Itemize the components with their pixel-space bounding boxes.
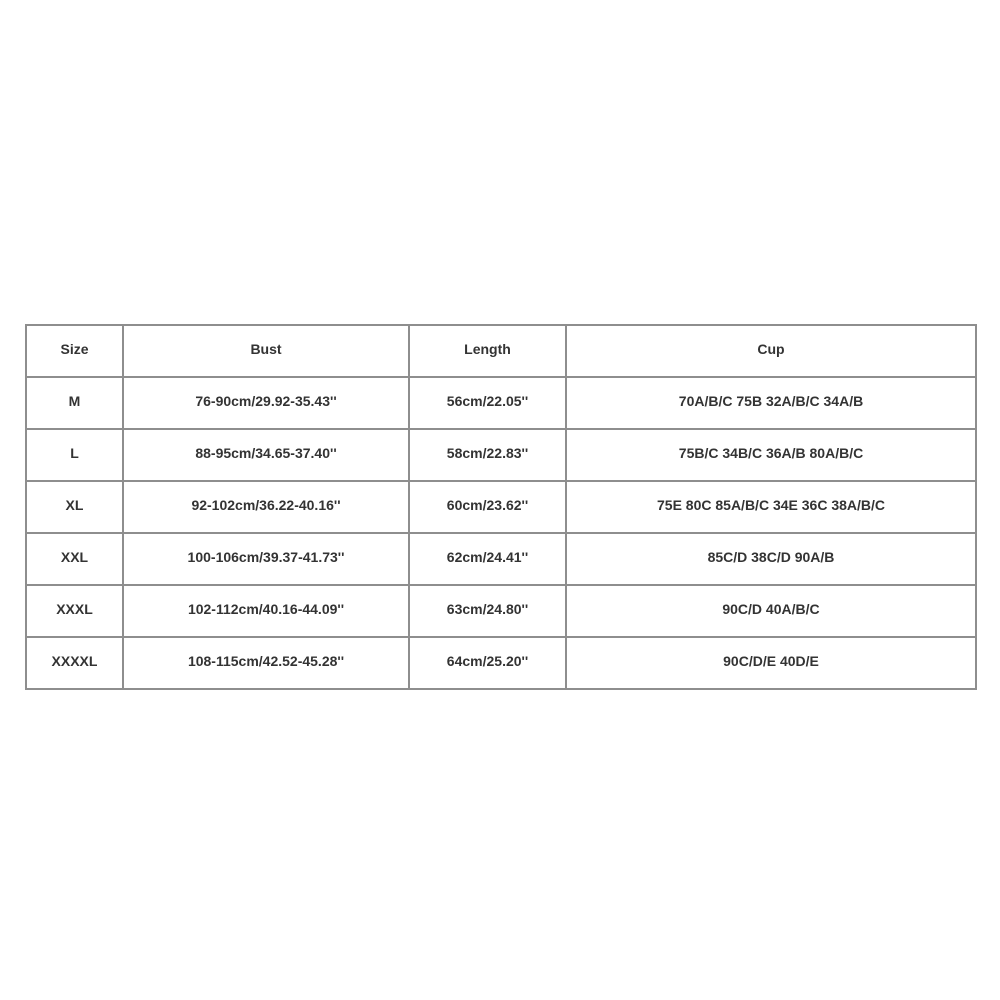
cell-length: 64cm/25.20'' [409, 637, 566, 689]
table-row [26, 585, 976, 637]
cell-cup: 90C/D/E 40D/E [566, 637, 976, 689]
table-row [26, 429, 976, 481]
table-row [26, 481, 976, 533]
cell-length: 63cm/24.80'' [409, 585, 566, 637]
cell-bust: 108-115cm/42.52-45.28'' [123, 637, 409, 689]
cell-size: XL [26, 481, 123, 533]
header-size: Size [26, 325, 123, 377]
cell-cup: 85C/D 38C/D 90A/B [566, 533, 976, 585]
cell-bust: 92-102cm/36.22-40.16'' [123, 481, 409, 533]
cell-length: 60cm/23.62'' [409, 481, 566, 533]
cell-bust: 102-112cm/40.16-44.09'' [123, 585, 409, 637]
cell-size: XXXXL [26, 637, 123, 689]
cell-length: 58cm/22.83'' [409, 429, 566, 481]
cell-bust: 88-95cm/34.65-37.40'' [123, 429, 409, 481]
table-header-row [26, 325, 976, 377]
cell-size: M [26, 377, 123, 429]
header-length: Length [409, 325, 566, 377]
table-row [26, 377, 976, 429]
cell-size: XXL [26, 533, 123, 585]
table-row [26, 533, 976, 585]
cell-bust: 76-90cm/29.92-35.43'' [123, 377, 409, 429]
cell-bust: 100-106cm/39.37-41.73'' [123, 533, 409, 585]
header-bust: Bust [123, 325, 409, 377]
cell-length: 62cm/24.41'' [409, 533, 566, 585]
size-chart-table [25, 324, 977, 690]
header-cup: Cup [566, 325, 976, 377]
table-row [26, 637, 976, 689]
cell-cup: 75E 80C 85A/B/C 34E 36C 38A/B/C [566, 481, 976, 533]
cell-size: XXXL [26, 585, 123, 637]
cell-cup: 90C/D 40A/B/C [566, 585, 976, 637]
cell-length: 56cm/22.05'' [409, 377, 566, 429]
cell-cup: 70A/B/C 75B 32A/B/C 34A/B [566, 377, 976, 429]
cell-size: L [26, 429, 123, 481]
cell-cup: 75B/C 34B/C 36A/B 80A/B/C [566, 429, 976, 481]
